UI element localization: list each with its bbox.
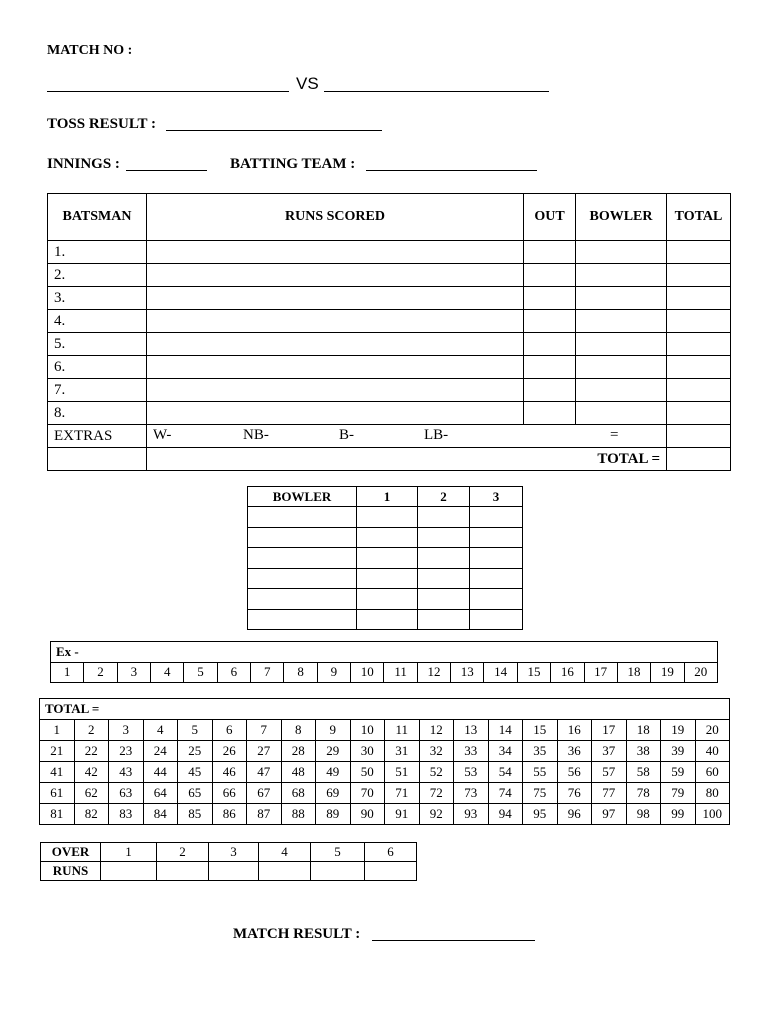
total-tally-row — [40, 720, 730, 741]
total-tally-cell[interactable]: 67 — [247, 783, 282, 804]
extras-tally-grid — [50, 641, 718, 683]
total-tally-cell[interactable]: 36 — [557, 741, 592, 762]
runs-cell[interactable] — [147, 402, 524, 425]
over-runs-cell[interactable] — [157, 862, 209, 881]
extras-tally-cell[interactable]: 19 — [651, 662, 684, 683]
total-tally-cell[interactable]: 94 — [488, 804, 523, 825]
out-cell[interactable] — [524, 241, 576, 264]
over-number: 6 — [365, 843, 417, 862]
total-tally-cell[interactable]: 24 — [143, 741, 178, 762]
total-tally-cell[interactable]: 1 — [40, 720, 75, 741]
table-row — [48, 310, 731, 333]
total-cell[interactable] — [667, 379, 731, 402]
total-tally-row — [40, 762, 730, 783]
extras-tally-cell[interactable]: 11 — [384, 662, 417, 683]
over-cell[interactable] — [418, 609, 470, 630]
total-tally-cell[interactable]: 65 — [178, 783, 213, 804]
total-tally-cell[interactable]: 76 — [557, 783, 592, 804]
total-tally-cell[interactable]: 47 — [247, 762, 282, 783]
overs-header-row — [41, 843, 417, 862]
extras-tally-cell[interactable]: 6 — [217, 662, 250, 683]
runs-label: RUNS — [41, 862, 101, 881]
total-tally-cell[interactable]: 100 — [695, 804, 730, 825]
total-tally-row — [40, 741, 730, 762]
over-cell[interactable] — [357, 527, 418, 548]
total-tally-grid — [39, 698, 730, 825]
total-tally-cell[interactable]: 23 — [109, 741, 144, 762]
total-tally-cell[interactable]: 21 — [40, 741, 75, 762]
total-tally-cell[interactable]: 39 — [661, 741, 696, 762]
total-tally-cell[interactable]: 6 — [212, 720, 247, 741]
total-tally-cell[interactable]: 64 — [143, 783, 178, 804]
extras-total-cell[interactable] — [667, 425, 731, 448]
total-tally-row — [40, 783, 730, 804]
total-tally-cell[interactable]: 82 — [74, 804, 109, 825]
over-number: 2 — [157, 843, 209, 862]
bowler-cell[interactable] — [576, 402, 667, 425]
table-row — [48, 287, 731, 310]
total-tally-cell[interactable]: 78 — [626, 783, 661, 804]
over-cell[interactable] — [418, 507, 470, 528]
batsman-number: 4. — [48, 310, 147, 333]
batsman-number: 8. — [48, 402, 147, 425]
table-row — [48, 379, 731, 402]
runs-cell[interactable] — [147, 264, 524, 287]
total-tally-cell[interactable]: 60 — [695, 762, 730, 783]
total-tally-cell[interactable]: 79 — [661, 783, 696, 804]
total-tally-cell[interactable]: 83 — [109, 804, 144, 825]
over-cell[interactable] — [357, 589, 418, 610]
total-tally-cell[interactable]: 38 — [626, 741, 661, 762]
runs-cell[interactable] — [147, 333, 524, 356]
total-tally-cell[interactable]: 55 — [523, 762, 558, 783]
total-tally-cell[interactable]: 35 — [523, 741, 558, 762]
batting-team-label: BATTING TEAM : — [230, 156, 356, 172]
extras-tally-label: Ex - — [51, 642, 718, 663]
batsman-number: 1. — [48, 241, 147, 264]
col-total: TOTAL — [667, 194, 731, 241]
over-runs-cell[interactable] — [365, 862, 417, 881]
total-tally-cell[interactable]: 42 — [74, 762, 109, 783]
batsman-number: 6. — [48, 356, 147, 379]
over-cell[interactable] — [357, 568, 418, 589]
extras-row — [48, 425, 731, 448]
total-tally-cell[interactable]: 74 — [488, 783, 523, 804]
extras-breakdown-cell[interactable] — [147, 425, 667, 448]
over-runs-cell[interactable] — [101, 862, 157, 881]
col-batsman: BATSMAN — [48, 194, 147, 241]
total-tally-cell[interactable]: 20 — [695, 720, 730, 741]
total-tally-cell[interactable]: 25 — [178, 741, 213, 762]
total-tally-cell[interactable]: 95 — [523, 804, 558, 825]
total-tally-cell[interactable]: 93 — [454, 804, 489, 825]
table-row — [248, 589, 523, 610]
total-tally-cell[interactable]: 13 — [454, 720, 489, 741]
extras-tally-cell[interactable]: 15 — [517, 662, 550, 683]
out-cell[interactable] — [524, 402, 576, 425]
bowler-name-cell[interactable] — [248, 609, 357, 630]
total-cell[interactable] — [667, 287, 731, 310]
extras-tally-cell[interactable]: 10 — [351, 662, 384, 683]
extras-tally-cell[interactable]: 16 — [551, 662, 584, 683]
match-result-field[interactable] — [372, 940, 535, 941]
extras-tally-cell[interactable]: 8 — [284, 662, 317, 683]
total-tally-cell[interactable]: 28 — [281, 741, 316, 762]
total-tally-cell[interactable]: 80 — [695, 783, 730, 804]
bowler-cell[interactable] — [576, 310, 667, 333]
over-number: 1 — [101, 843, 157, 862]
total-tally-cell[interactable]: 7 — [247, 720, 282, 741]
total-tally-cell[interactable]: 91 — [385, 804, 420, 825]
bowler-name-cell[interactable] — [248, 548, 357, 569]
runs-cell[interactable] — [147, 241, 524, 264]
total-tally-cell[interactable]: 63 — [109, 783, 144, 804]
extras-tally-row — [51, 662, 718, 683]
bowler-table — [247, 486, 523, 630]
total-tally-cell[interactable]: 88 — [281, 804, 316, 825]
total-tally-cell[interactable]: 48 — [281, 762, 316, 783]
extras-tally-cell[interactable]: 1 — [51, 662, 84, 683]
innings-field[interactable] — [126, 170, 207, 171]
total-tally-cell[interactable]: 99 — [661, 804, 696, 825]
bowler-name-cell[interactable] — [248, 589, 357, 610]
over-cell[interactable] — [418, 589, 470, 610]
batsman-number: 7. — [48, 379, 147, 402]
total-tally-cell[interactable]: 46 — [212, 762, 247, 783]
bowler-cell[interactable] — [576, 241, 667, 264]
over-number: 3 — [209, 843, 259, 862]
batsman-number: 5. — [48, 333, 147, 356]
over-cell[interactable] — [470, 589, 523, 610]
batting-table — [47, 193, 731, 471]
total-tally-cell[interactable]: 30 — [350, 741, 385, 762]
runs-cell[interactable] — [147, 379, 524, 402]
extras-tally-cell[interactable]: 18 — [617, 662, 650, 683]
total-tally-cell[interactable]: 53 — [454, 762, 489, 783]
table-row — [248, 507, 523, 528]
extras-lb-label: LB- — [424, 427, 449, 443]
table-row — [48, 264, 731, 287]
total-tally-cell[interactable]: 72 — [419, 783, 454, 804]
bowler-name-cell[interactable] — [248, 527, 357, 548]
total-tally-cell[interactable]: 51 — [385, 762, 420, 783]
extras-tally-cell[interactable]: 7 — [251, 662, 284, 683]
total-cell[interactable] — [667, 402, 731, 425]
table-row — [248, 527, 523, 548]
total-tally-cell[interactable]: 84 — [143, 804, 178, 825]
bowler-cell[interactable] — [576, 379, 667, 402]
total-tally-cell[interactable]: 37 — [592, 741, 627, 762]
total-tally-cell[interactable]: 27 — [247, 741, 282, 762]
total-tally-cell[interactable]: 31 — [385, 741, 420, 762]
total-tally-cell[interactable]: 16 — [557, 720, 592, 741]
total-tally-cell[interactable]: 22 — [74, 741, 109, 762]
over-cell[interactable] — [357, 548, 418, 569]
over-cell[interactable] — [470, 609, 523, 630]
total-tally-cell[interactable]: 85 — [178, 804, 213, 825]
over-cell[interactable] — [470, 568, 523, 589]
out-cell[interactable] — [524, 310, 576, 333]
extras-equals: = — [610, 427, 619, 443]
out-cell[interactable] — [524, 333, 576, 356]
extras-tally-cell[interactable]: 12 — [417, 662, 450, 683]
overs-table — [40, 842, 417, 881]
total-cell[interactable] — [667, 310, 731, 333]
total-tally-row — [40, 804, 730, 825]
table-row — [48, 241, 731, 264]
bowler-header-row — [248, 487, 523, 507]
team-a-field[interactable] — [47, 91, 289, 92]
over-cell[interactable] — [470, 527, 523, 548]
total-tally-cell[interactable]: 92 — [419, 804, 454, 825]
total-tally-cell[interactable]: 75 — [523, 783, 558, 804]
extras-tally-cell[interactable]: 20 — [684, 662, 717, 683]
over-runs-cell[interactable] — [209, 862, 259, 881]
over-cell[interactable] — [418, 548, 470, 569]
bowler-name-cell[interactable] — [248, 507, 357, 528]
total-tally-cell[interactable]: 61 — [40, 783, 75, 804]
extras-tally-cell[interactable]: 14 — [484, 662, 517, 683]
total-tally-cell[interactable]: 98 — [626, 804, 661, 825]
overs-runs-row — [41, 862, 417, 881]
total-cell[interactable] — [667, 356, 731, 379]
total-tally-cell[interactable]: 2 — [74, 720, 109, 741]
innings-label: INNINGS : — [47, 156, 120, 172]
batting-team-field[interactable] — [366, 170, 537, 171]
total-tally-cell[interactable]: 26 — [212, 741, 247, 762]
total-tally-cell[interactable]: 57 — [592, 762, 627, 783]
total-tally-cell[interactable]: 70 — [350, 783, 385, 804]
match-no-label: MATCH NO : — [47, 43, 133, 58]
total-tally-cell[interactable]: 45 — [178, 762, 213, 783]
total-tally-cell[interactable]: 9 — [316, 720, 351, 741]
total-tally-cell[interactable]: 62 — [74, 783, 109, 804]
total-tally-cell[interactable]: 54 — [488, 762, 523, 783]
extras-tally-cell[interactable]: 13 — [451, 662, 484, 683]
total-tally-cell[interactable]: 14 — [488, 720, 523, 741]
extras-tally-cell[interactable]: 3 — [117, 662, 150, 683]
col-runs-scored: RUNS SCORED — [147, 194, 524, 241]
vs-label: VS — [296, 74, 319, 93]
total-cell[interactable] — [667, 333, 731, 356]
team-b-field[interactable] — [324, 91, 549, 92]
extras-b-label: B- — [339, 427, 354, 443]
total-tally-cell[interactable]: 10 — [350, 720, 385, 741]
bowler-col-2: 2 — [418, 487, 470, 507]
total-tally-cell[interactable]: 56 — [557, 762, 592, 783]
runs-cell[interactable] — [147, 310, 524, 333]
total-tally-cell[interactable]: 66 — [212, 783, 247, 804]
over-label: OVER — [41, 843, 101, 862]
total-tally-cell[interactable]: 73 — [454, 783, 489, 804]
over-runs-cell[interactable] — [259, 862, 311, 881]
over-number: 4 — [259, 843, 311, 862]
total-tally-cell[interactable]: 89 — [316, 804, 351, 825]
total-tally-cell[interactable]: 43 — [109, 762, 144, 783]
runs-cell[interactable] — [147, 356, 524, 379]
batsman-number: 3. — [48, 287, 147, 310]
total-tally-cell[interactable]: 5 — [178, 720, 213, 741]
over-cell[interactable] — [470, 507, 523, 528]
total-tally-cell[interactable]: 17 — [592, 720, 627, 741]
toss-result-label: TOSS RESULT : — [47, 116, 156, 132]
total-blank-cell — [48, 448, 147, 471]
total-tally-cell[interactable]: 71 — [385, 783, 420, 804]
over-runs-cell[interactable] — [311, 862, 365, 881]
out-cell[interactable] — [524, 287, 576, 310]
col-out: OUT — [524, 194, 576, 241]
toss-result-field[interactable] — [166, 130, 382, 131]
total-tally-cell[interactable]: 3 — [109, 720, 144, 741]
total-tally-cell[interactable]: 49 — [316, 762, 351, 783]
total-row — [48, 448, 731, 471]
total-tally-cell[interactable]: 18 — [626, 720, 661, 741]
over-cell[interactable] — [357, 507, 418, 528]
extras-tally-cell[interactable]: 4 — [151, 662, 184, 683]
extras-tally-cell[interactable]: 5 — [184, 662, 217, 683]
table-row — [248, 609, 523, 630]
total-cell[interactable] — [667, 241, 731, 264]
total-tally-cell[interactable]: 77 — [592, 783, 627, 804]
out-cell[interactable] — [524, 264, 576, 287]
total-tally-cell[interactable]: 12 — [419, 720, 454, 741]
extras-nb-label: NB- — [243, 427, 269, 443]
bowler-cell[interactable] — [576, 356, 667, 379]
bowler-cell[interactable] — [576, 287, 667, 310]
bowler-col-3: 3 — [470, 487, 523, 507]
total-tally-cell[interactable]: 58 — [626, 762, 661, 783]
total-tally-cell[interactable]: 15 — [523, 720, 558, 741]
table-row — [48, 356, 731, 379]
out-cell[interactable] — [524, 379, 576, 402]
extras-tally-cell[interactable]: 17 — [584, 662, 617, 683]
total-tally-cell[interactable]: 32 — [419, 741, 454, 762]
total-tally-cell[interactable]: 40 — [695, 741, 730, 762]
total-tally-cell[interactable]: 96 — [557, 804, 592, 825]
runs-cell[interactable] — [147, 287, 524, 310]
total-tally-cell[interactable]: 69 — [316, 783, 351, 804]
bowler-col-1: 1 — [357, 487, 418, 507]
bowler-col-name: BOWLER — [248, 487, 357, 507]
bowler-name-cell[interactable] — [248, 568, 357, 589]
table-row — [248, 568, 523, 589]
total-tally-cell[interactable]: 41 — [40, 762, 75, 783]
over-number: 5 — [311, 843, 365, 862]
total-tally-cell[interactable]: 44 — [143, 762, 178, 783]
total-tally-cell[interactable]: 4 — [143, 720, 178, 741]
over-cell[interactable] — [418, 527, 470, 548]
bowler-cell[interactable] — [576, 264, 667, 287]
total-tally-cell[interactable]: 59 — [661, 762, 696, 783]
total-tally-label: TOTAL = — [40, 699, 730, 720]
batsman-number: 2. — [48, 264, 147, 287]
total-tally-cell[interactable]: 90 — [350, 804, 385, 825]
extras-tally-cell[interactable]: 2 — [84, 662, 117, 683]
total-tally-cell[interactable]: 11 — [385, 720, 420, 741]
total-tally-cell[interactable]: 86 — [212, 804, 247, 825]
col-bowler: BOWLER — [576, 194, 667, 241]
out-cell[interactable] — [524, 356, 576, 379]
total-label: TOTAL = — [147, 448, 667, 471]
total-tally-cell[interactable]: 50 — [350, 762, 385, 783]
over-cell[interactable] — [470, 548, 523, 569]
table-row — [48, 402, 731, 425]
table-row — [48, 333, 731, 356]
total-tally-cell[interactable]: 8 — [281, 720, 316, 741]
table-row — [248, 548, 523, 569]
batting-header-row — [48, 194, 731, 241]
total-tally-cell[interactable]: 19 — [661, 720, 696, 741]
total-tally-cell[interactable]: 33 — [454, 741, 489, 762]
total-tally-cell[interactable]: 87 — [247, 804, 282, 825]
total-tally-cell[interactable]: 68 — [281, 783, 316, 804]
extras-tally-cell[interactable]: 9 — [317, 662, 350, 683]
grand-total-cell[interactable] — [667, 448, 731, 471]
total-tally-cell[interactable]: 29 — [316, 741, 351, 762]
extras-label: EXTRAS — [48, 425, 147, 448]
total-tally-cell[interactable]: 81 — [40, 804, 75, 825]
total-tally-cell[interactable]: 52 — [419, 762, 454, 783]
extras-w-label: W- — [153, 427, 172, 443]
match-result-label: MATCH RESULT : — [233, 926, 361, 942]
total-tally-cell[interactable]: 34 — [488, 741, 523, 762]
bowler-cell[interactable] — [576, 333, 667, 356]
over-cell[interactable] — [418, 568, 470, 589]
total-cell[interactable] — [667, 264, 731, 287]
total-tally-cell[interactable]: 97 — [592, 804, 627, 825]
over-cell[interactable] — [357, 609, 418, 630]
